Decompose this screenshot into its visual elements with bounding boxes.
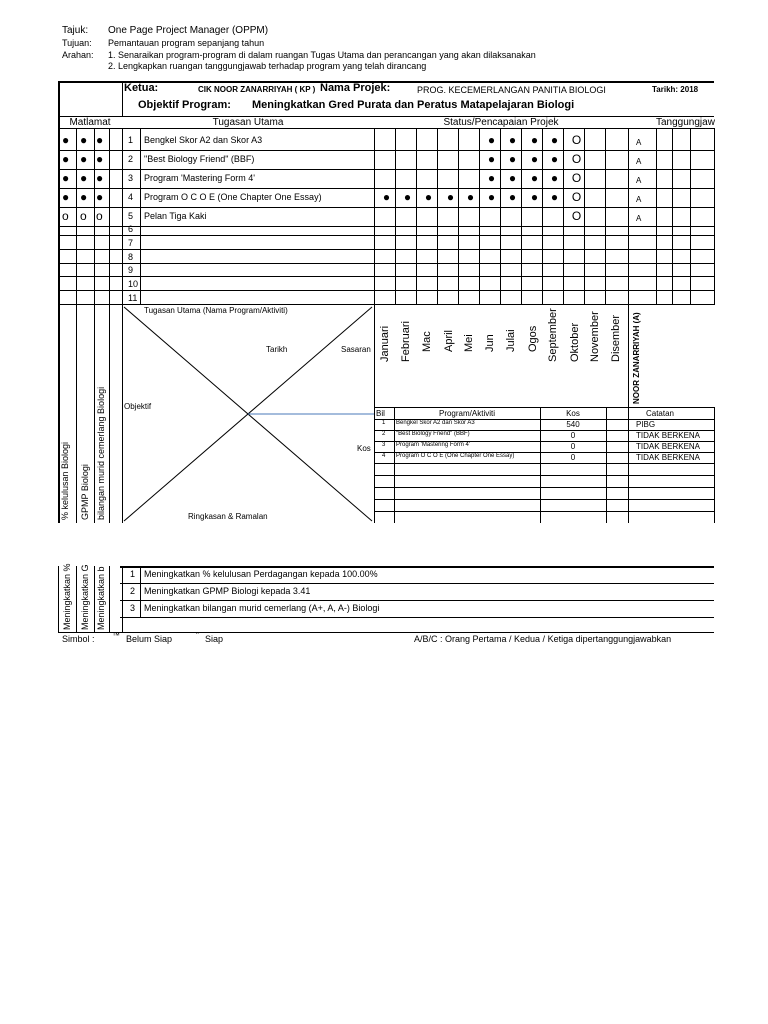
month-label: September: [547, 308, 559, 362]
month-label: Mei: [463, 334, 475, 352]
task-resp: A: [636, 176, 642, 185]
arahan-1: 1. Senaraikan program-program di dalam ruangan Tugas Utama dan perancangan yang akan dilaksanakan: [108, 50, 536, 60]
objective-side-3: Meningkatkan b: [96, 566, 106, 630]
cost-kos: 540: [566, 420, 580, 429]
tajuk-label: Tajuk:: [62, 25, 89, 36]
status-mark: ●: [508, 190, 517, 204]
cost-bil: 1: [382, 420, 386, 426]
matrix-kos: Kos: [357, 444, 371, 453]
cost-bil: 4: [382, 453, 386, 459]
status-mark: ●: [530, 152, 539, 166]
tajuk-value: One Page Project Manager (OPPM): [108, 25, 269, 36]
cost-kos: 0: [570, 453, 576, 462]
status-mark: ●: [550, 190, 559, 204]
ketua-value: CIK NOOR ZANARRIYAH ( KP ): [198, 85, 316, 94]
status-mark: O: [571, 171, 582, 185]
cost-prog: "Best Biology Friend" (BBF): [396, 431, 470, 437]
task-num: 4: [128, 192, 134, 202]
goal-mark: o: [62, 209, 69, 223]
goal-mark: ●: [96, 171, 104, 185]
cost-header-catatan: Catatan: [645, 409, 675, 418]
cost-kos: 0: [570, 431, 576, 440]
month-label: November: [589, 311, 601, 362]
task-resp: A: [636, 195, 642, 204]
status-mark: ●: [508, 171, 517, 185]
status-mark: O: [571, 152, 582, 166]
tujuan-label: Tujuan:: [62, 38, 92, 48]
month-label: Jun: [484, 334, 496, 352]
matrix-tarikh: Tarikh: [266, 345, 288, 354]
cost-catatan: TIDAK BERKENA: [636, 431, 701, 440]
status-header: Status/Pencapaian Projek: [443, 117, 559, 128]
projek-label: Nama Projek:: [320, 82, 391, 94]
status-mark: ●: [446, 190, 455, 204]
goal-mark: ●: [80, 152, 88, 166]
objective-num: 1: [130, 569, 136, 579]
cost-catatan: TIDAK BERKENA: [636, 442, 701, 451]
month-label: Oktober: [569, 322, 581, 362]
month-label: Mac: [421, 331, 433, 352]
task-resp: A: [636, 214, 642, 223]
matrix-objektif: Objektif: [124, 402, 152, 411]
cost-header-kos: Kos: [566, 409, 580, 418]
task-resp: A: [636, 157, 642, 166]
status-mark: ●: [550, 152, 559, 166]
status-mark: ●: [508, 152, 517, 166]
task-num: 9: [128, 265, 134, 276]
month-label: Disember: [610, 314, 622, 362]
legend-belum-icon: ™: [112, 631, 120, 640]
status-mark: ●: [550, 171, 559, 185]
cost-prog: Program 'Mastering Form 4': [396, 442, 470, 448]
month-label: Februari: [400, 321, 412, 362]
status-mark: ●: [487, 133, 496, 147]
matrix-ringkasan: Ringkasan & Ramalan: [188, 512, 268, 521]
goal-mark: ●: [80, 190, 88, 204]
goal-mark: ●: [96, 152, 104, 166]
goal-mark: ●: [62, 133, 70, 147]
matlamat-header: Matlamat: [69, 117, 111, 128]
status-mark: O: [571, 209, 582, 223]
task-num: 5: [128, 211, 134, 221]
task-resp: A: [636, 138, 642, 147]
task-num: 2: [128, 154, 134, 164]
task-num: 7: [128, 237, 134, 248]
objective-num: 2: [130, 586, 136, 596]
goal-mark: ●: [96, 190, 104, 204]
goal-mark: ●: [62, 171, 70, 185]
status-mark: O: [571, 190, 582, 204]
legend-siap-icon: ": [196, 631, 199, 640]
legend-simbol: Simbol :: [62, 634, 95, 644]
cost-prog: Program O C O E (One Chapter One Essay): [396, 453, 515, 459]
status-mark: ●: [508, 133, 517, 147]
month-label: April: [443, 329, 455, 352]
objective-text: Meningkatkan GPMP Biologi kepada 3.41: [144, 586, 311, 596]
objektif-value: Meningkatkan Gred Purata dan Peratus Matapelajaran Biologi: [252, 99, 575, 111]
legend-abc: A/B/C : Orang Pertama / Kedua / Ketiga dipertanggungjawabkan: [414, 634, 672, 644]
objective-side-2: Meningkatkan G: [80, 564, 90, 630]
task-name: Program 'Mastering Form 4': [144, 173, 255, 183]
status-mark: ●: [424, 190, 433, 204]
task-name: Pelan Tiga Kaki: [144, 211, 207, 221]
cost-catatan: PIBG: [636, 420, 656, 429]
goal-label-2: GPMP Biologi: [80, 464, 90, 520]
status-mark: ●: [487, 190, 496, 204]
tugasan-header: Tugasan Utama: [212, 117, 284, 128]
arahan-2: 2. Lengkapkan ruangan tanggungjawab terhadap program yang telah dirancang: [108, 61, 427, 71]
goal-label-3: bilangan murid cemerlang Biologi: [96, 386, 106, 520]
task-num: 8: [128, 251, 134, 262]
task-num: 3: [128, 173, 134, 183]
x-matrix: [122, 305, 374, 523]
tarikh-value: Tarikh: 2018: [652, 85, 699, 94]
legend-belum: Belum Siap: [126, 634, 173, 644]
status-mark: ●: [487, 152, 496, 166]
goal-mark: ●: [62, 190, 70, 204]
status-mark: ●: [550, 133, 559, 147]
legend-siap: Siap: [205, 634, 224, 644]
objective-text: Meningkatkan bilangan murid cemerlang (A+, A, A-) Biologi: [144, 603, 380, 613]
status-mark: ●: [382, 190, 391, 204]
goal-mark: o: [96, 209, 103, 223]
task-name: Bengkel Skor A2 dan Skor A3: [144, 135, 263, 145]
person-label: NOOR ZANARRIYAH (A): [632, 312, 641, 404]
task-name: Program O C O E (One Chapter One Essay): [144, 192, 322, 202]
objective-num: 3: [130, 603, 136, 613]
status-mark: ●: [530, 190, 539, 204]
task-name: "Best Biology Friend" (BBF): [144, 154, 255, 164]
status-mark: ●: [530, 171, 539, 185]
cost-bil: 3: [382, 442, 386, 448]
goal-label-1: % kelulusan Biologi: [60, 441, 70, 520]
status-mark: O: [571, 133, 582, 147]
tujuan-value: Pemantauan program sepanjang tahun: [108, 38, 265, 48]
goal-mark: ●: [80, 133, 88, 147]
arahan-label: Arahan:: [62, 50, 94, 60]
projek-value: PROG. KECEMERLANGAN PANITIA BIOLOGI: [417, 85, 606, 95]
goal-mark: ●: [80, 171, 88, 185]
task-num: 11: [128, 293, 138, 303]
cost-bil: 2: [382, 431, 386, 437]
month-label: Januari: [379, 325, 391, 362]
matrix-sasaran: Sasaran: [341, 345, 371, 354]
cost-header-prog: Program/Aktiviti: [438, 409, 495, 418]
status-mark: ●: [487, 171, 496, 185]
goal-mark: ●: [62, 152, 70, 166]
cost-kos: 0: [570, 442, 576, 451]
cost-header-bil: Bil: [376, 409, 385, 418]
status-mark: ●: [466, 190, 475, 204]
objektif-label: Objektif Program:: [138, 99, 231, 111]
task-num: 1: [128, 135, 134, 145]
goal-mark: o: [80, 209, 87, 223]
matrix-top-label: Tugasan Utama (Nama Program/Aktiviti): [144, 306, 288, 315]
objective-side-1: Meningkatkan %: [62, 563, 72, 630]
cost-catatan: TIDAK BERKENA: [636, 453, 701, 462]
cost-prog: Bengkel Skor A2 dan Skor A3: [396, 420, 475, 426]
tanggung-header: Tanggungjaw: [656, 117, 715, 128]
month-label: Ogos: [527, 325, 539, 352]
task-num: 10: [128, 279, 139, 290]
status-mark: ●: [403, 190, 412, 204]
status-mark: ●: [530, 133, 539, 147]
task-num: 6: [128, 224, 134, 234]
month-label: Julai: [505, 329, 517, 352]
objective-text: Meningkatkan % kelulusan Perdagangan kepada 100.00%: [144, 569, 378, 579]
ketua-label: Ketua:: [124, 82, 159, 94]
goal-mark: ●: [96, 133, 104, 147]
